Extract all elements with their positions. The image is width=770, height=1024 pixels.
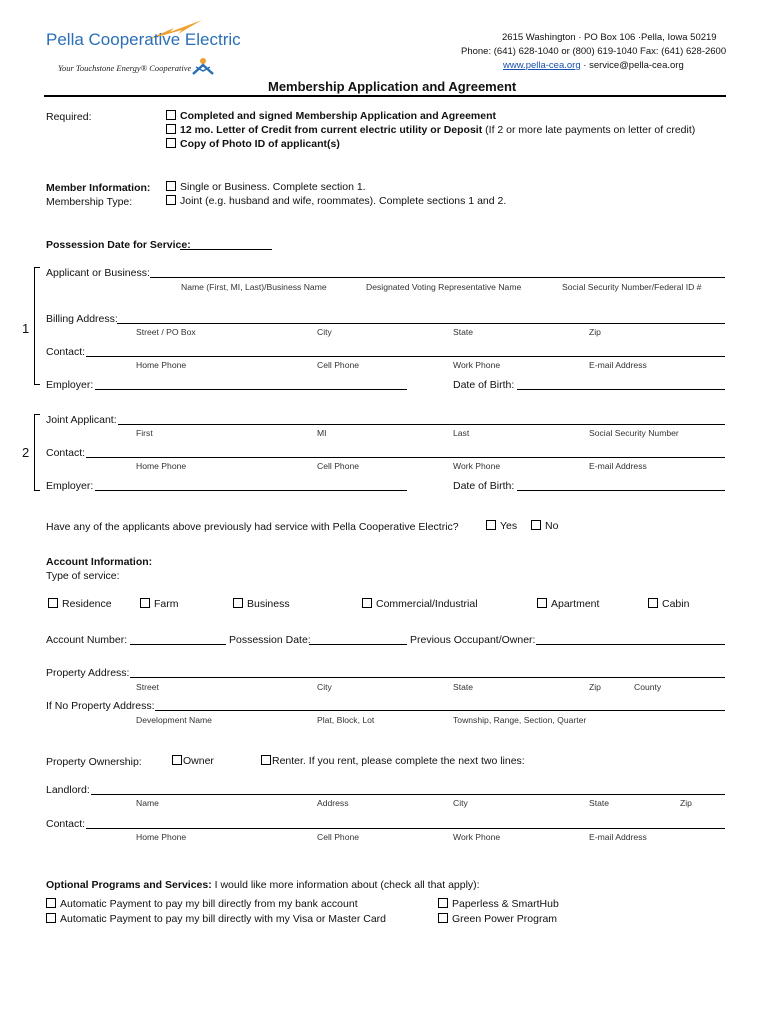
bracket-tick — [34, 267, 40, 268]
section-2-number: 2 — [22, 445, 30, 460]
billing-label: Billing Address: — [46, 313, 118, 325]
field-caption: Home Phone — [136, 832, 187, 842]
bracket-tick — [34, 414, 40, 415]
field-caption: Cell Phone — [317, 832, 360, 842]
field-caption: Development Name — [136, 715, 212, 725]
field-caption: First — [136, 428, 153, 438]
employer-field[interactable] — [95, 389, 407, 390]
header-web — [503, 60, 684, 71]
field-caption: Street — [136, 682, 159, 692]
field-caption: Address — [317, 798, 349, 808]
checkbox[interactable] — [166, 138, 176, 148]
website-link[interactable]: www.pella-cea.org — [503, 60, 581, 71]
dob-label: Date of Birth: — [453, 480, 515, 492]
member-type-option: Joint (e.g. husband and wife, roommates). Complete sections 1 and 2. — [166, 195, 506, 207]
billing-field[interactable] — [117, 323, 725, 324]
previous-owner-label: Previous Occupant/Owner: — [410, 634, 536, 646]
required-item: Copy of Photo ID of applicant(s) — [166, 138, 340, 150]
optional-heading: Optional Programs and Services: I would like more information about (check all that apply): — [46, 879, 480, 891]
field-caption: Last — [453, 428, 470, 438]
field-caption: City — [317, 682, 332, 692]
field-caption: Cell Phone — [317, 461, 360, 471]
bracket-tick — [34, 384, 40, 385]
checkbox[interactable] — [166, 181, 176, 191]
service-type-option: Cabin — [648, 598, 689, 610]
contact-label: Contact: — [46, 346, 86, 358]
optional-option: Automatic Payment to pay my bill directly from my bank account — [46, 898, 358, 910]
field-caption: MI — [317, 428, 327, 438]
field-caption: Home Phone — [136, 360, 187, 370]
member-type-option: Single or Business. Complete section 1. — [166, 181, 366, 193]
required-label: Required: — [46, 111, 92, 123]
ownership-label: Property Ownership: — [46, 756, 142, 768]
field-caption: Name — [136, 798, 159, 808]
no-property-label: If No Property Address: — [46, 700, 155, 712]
contact-label: Contact: — [46, 447, 86, 459]
checkbox[interactable] — [166, 110, 176, 120]
service-type-label: Type of service: — [46, 570, 120, 582]
field-caption: Zip — [680, 798, 692, 808]
service-type-option: Apartment — [537, 598, 599, 610]
landlord-field[interactable] — [91, 794, 725, 795]
checkbox[interactable] — [140, 598, 150, 608]
header-email: · service@pella-cea.org — [580, 60, 684, 71]
field-caption: Cell Phone — [317, 360, 360, 370]
section-1-bracket — [34, 267, 35, 384]
optional-option: Paperless & SmartHub — [438, 898, 559, 910]
checkbox[interactable] — [233, 598, 243, 608]
touchstone-energy-icon — [190, 56, 216, 76]
previous-service-question: Have any of the applicants above previously had service with Pella Cooperative Electric? — [46, 521, 459, 533]
checkbox[interactable] — [166, 195, 176, 205]
no-option: No — [531, 520, 558, 532]
checkbox[interactable] — [537, 598, 547, 608]
possession-label: Possession Date: — [229, 634, 311, 646]
no-property-field[interactable] — [155, 710, 725, 711]
contact-label: Contact: — [46, 818, 86, 830]
field-caption: Work Phone — [453, 461, 501, 471]
field-caption: City — [317, 327, 332, 337]
possession-date-field[interactable] — [180, 249, 272, 250]
account-number-field[interactable] — [130, 644, 226, 645]
checkbox[interactable] — [46, 913, 56, 923]
bracket-tick — [34, 490, 40, 491]
contact-field[interactable] — [86, 828, 725, 829]
field-caption: Plat, Block, Lot — [317, 715, 375, 725]
owner-option: Owner — [172, 755, 214, 767]
field-caption: Social Security Number — [589, 428, 679, 438]
checkbox[interactable] — [438, 913, 448, 923]
field-caption: Street / PO Box — [136, 327, 196, 337]
optional-option: Automatic Payment to pay my bill directly with my Visa or Master Card — [46, 913, 386, 925]
checkbox[interactable] — [362, 598, 372, 608]
account-heading: Account Information: — [46, 556, 153, 568]
field-caption: E-mail Address — [589, 360, 647, 370]
checkbox[interactable] — [438, 898, 448, 908]
field-caption: Social Security Number/Federal ID # — [562, 282, 702, 292]
membership-type-label: Membership Type: — [46, 196, 133, 208]
landlord-label: Landlord: — [46, 784, 90, 796]
employer-label: Employer: — [46, 379, 94, 391]
field-caption: Township, Range, Section, Quarter — [453, 715, 587, 725]
contact-field[interactable] — [86, 457, 725, 458]
applicant-field[interactable] — [150, 277, 725, 278]
checkbox[interactable] — [486, 520, 496, 530]
field-caption: Home Phone — [136, 461, 187, 471]
employer-label: Employer: — [46, 480, 94, 492]
employer-field[interactable] — [95, 490, 407, 491]
section-1-number: 1 — [22, 321, 30, 336]
account-number-label: Account Number: — [46, 634, 128, 646]
field-caption: E-mail Address — [589, 832, 647, 842]
contact-field[interactable] — [86, 356, 725, 357]
field-caption: State — [589, 798, 610, 808]
checkbox[interactable] — [166, 124, 176, 134]
member-info-label: Member Information: — [46, 182, 151, 194]
optional-option: Green Power Program — [438, 913, 557, 925]
field-caption: City — [453, 798, 468, 808]
dob-label: Date of Birth: — [453, 379, 515, 391]
field-caption: Work Phone — [453, 832, 501, 842]
dob-field[interactable] — [517, 389, 725, 390]
checkbox[interactable] — [648, 598, 658, 608]
service-type-option: Business — [233, 598, 290, 610]
page-title: Membership Application and Agreement — [268, 79, 517, 94]
logo-tagline: Your Touchstone Energy® Cooperative — [58, 63, 192, 73]
section-2-bracket — [34, 414, 35, 490]
possession-field[interactable] — [309, 644, 407, 645]
field-caption: Work Phone — [453, 360, 501, 370]
field-caption: Name (First, MI, Last)/Business Name — [181, 282, 327, 292]
property-address-label: Property Address: — [46, 667, 130, 679]
field-caption: Designated Voting Representative Name — [366, 282, 522, 292]
header-address: 2615 Washington · PO Box 106 ·Pella, Iowa 50219 — [502, 32, 717, 43]
checkbox[interactable] — [48, 598, 58, 608]
property-address-field[interactable] — [130, 677, 725, 678]
service-type-option: Commercial/Industrial — [362, 598, 478, 610]
required-item: 12 mo. Letter of Credit from current electric utility or Deposit (If 2 or more late payments on letter of credit) — [166, 124, 695, 136]
title-rule — [44, 95, 726, 97]
checkbox[interactable] — [531, 520, 541, 530]
required-item: Completed and signed Membership Application and Agreement — [166, 110, 496, 122]
logo-name: Pella Cooperative Electric — [46, 30, 241, 49]
field-caption: Zip — [589, 327, 601, 337]
joint-applicant-label: Joint Applicant: — [46, 414, 117, 426]
logo — [44, 20, 244, 80]
checkbox[interactable] — [172, 755, 182, 765]
yes-option: Yes — [486, 520, 517, 532]
checkbox[interactable] — [46, 898, 56, 908]
possession-date-label: Possession Date for Service: — [46, 239, 191, 251]
service-type-option: Residence — [48, 598, 112, 610]
field-caption: E-mail Address — [589, 461, 647, 471]
dob-field[interactable] — [517, 490, 725, 491]
field-caption: State — [453, 682, 474, 692]
field-caption: Zip — [589, 682, 601, 692]
applicant-label: Applicant or Business: — [46, 267, 150, 279]
checkbox[interactable] — [261, 755, 271, 765]
service-type-option: Farm — [140, 598, 179, 610]
joint-applicant-field[interactable] — [118, 424, 725, 425]
previous-owner-field[interactable] — [536, 644, 725, 645]
header-phone: Phone: (641) 628-1040 or (800) 619-1040 Fax: (641) 628-2600 — [461, 46, 727, 57]
field-caption: County — [634, 682, 662, 692]
field-caption: State — [453, 327, 474, 337]
renter-option: Renter. If you rent, please complete the next two lines: — [261, 755, 525, 767]
